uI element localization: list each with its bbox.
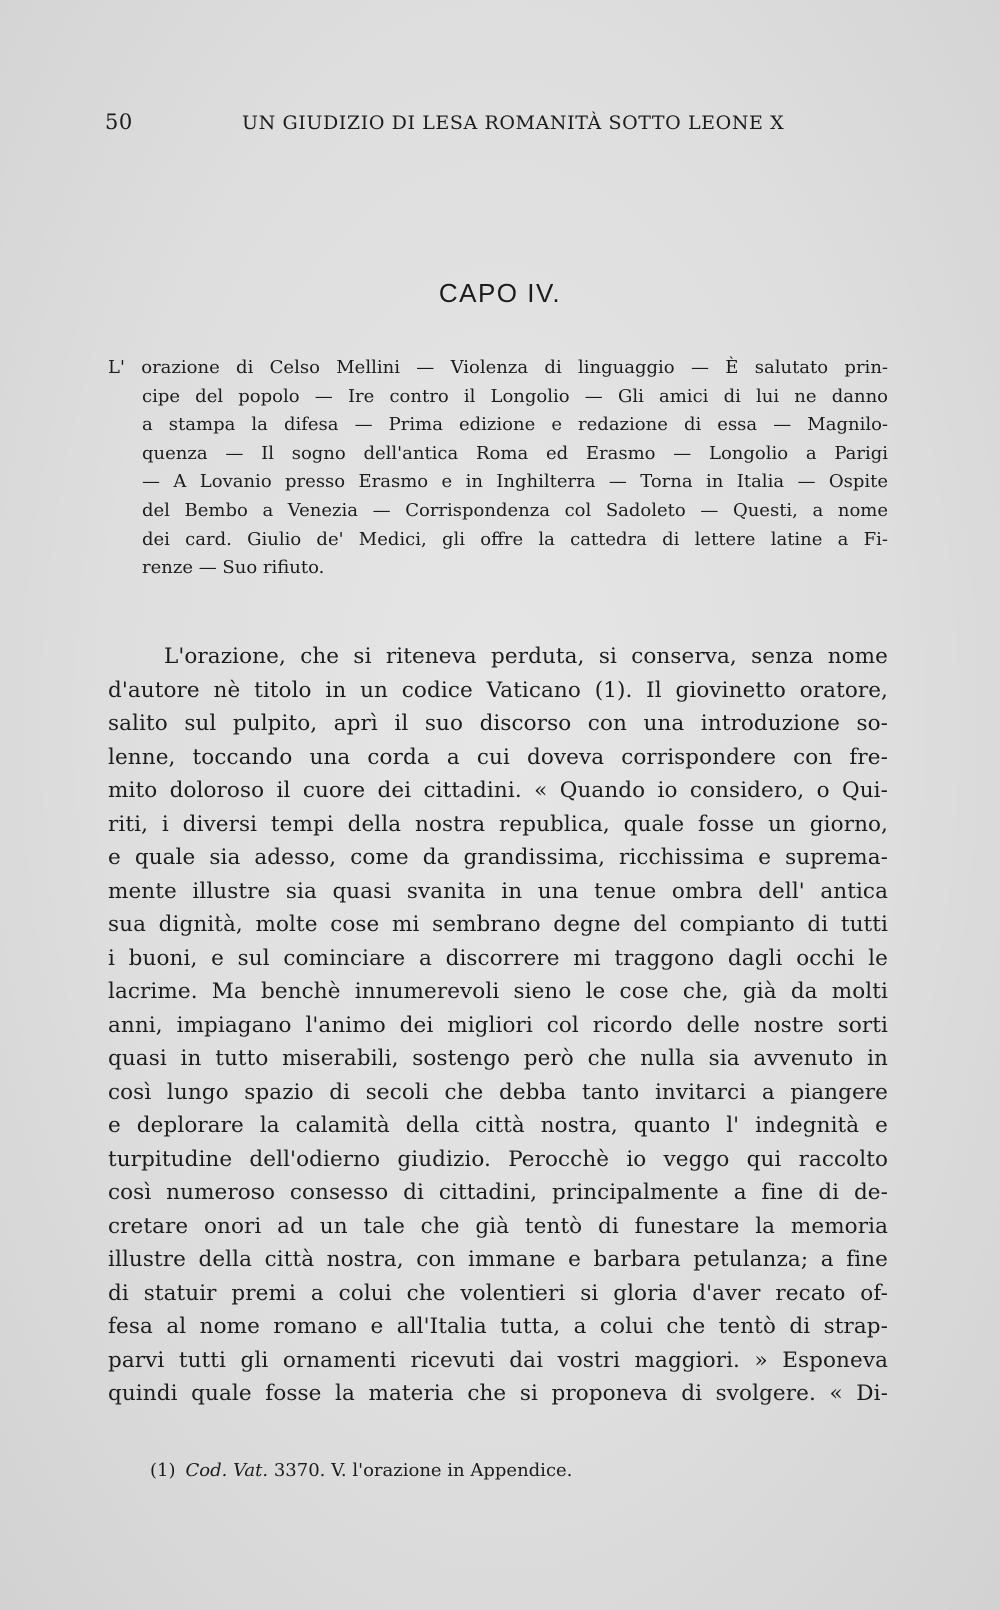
body-line: parvi tutti gli ornamenti ricevuti dai vostri maggiori. » Esponeva (108, 1347, 888, 1373)
body-line: di statuir premi a colui che volentieri si gloria d'aver recato of- (108, 1280, 888, 1306)
body-line: anni, impiagano l'animo dei migliori col ricordo delle nostre sorti (108, 1012, 888, 1038)
body-line: d'autore nè titolo in un codice Vaticano (1). Il giovinetto oratore, (108, 677, 888, 703)
footnote-marker: (1) (150, 1460, 176, 1481)
chapter-title: CAPO IV. (438, 278, 562, 308)
running-head (105, 110, 885, 138)
body-line: L'orazione, che si riteneva perduta, si conserva, senza nome (164, 644, 888, 669)
body-line: illustre della città nostra, con immane e barbara petulanza; a fine (108, 1247, 888, 1272)
summary-line: del Bembo a Venezia — Corrispondenza col Sadoleto — Questi, a nome (142, 499, 888, 521)
body-line: mente illustre sia quasi svanita in una tenue ombra dell' antica (108, 878, 888, 904)
body-line: così numeroso consesso di cittadini, principalmente a fine di de- (108, 1180, 888, 1205)
summary-line: cipe del popolo — Ire contro il Longolio — Gli amici di lui ne danno (142, 385, 888, 407)
body-text (108, 640, 888, 1411)
page-number: 50 (105, 110, 133, 134)
body-line: lenne, toccando una corda a cui doveva corrispondere con fre- (108, 744, 888, 770)
body-line: sua dignità, molte cose mi sembrano degne del compianto di tutti (108, 912, 888, 937)
body-line: e quale sia adesso, come da grandissima, ricchissima e suprema- (108, 845, 888, 870)
body-line: così lungo spazio di secoli che debba tanto invitarci a piangere (108, 1079, 888, 1105)
body-line: lacrime. Ma benchè innumerevoli sieno le cose che, già da molti (108, 979, 888, 1004)
body-line: quindi quale fosse la materia che si proponeva di svolgere. « Di- (108, 1381, 888, 1406)
footnote-abbrev: Cod. Vat. (185, 1460, 269, 1481)
summary-line: renze — Suo rifiuto. (142, 557, 325, 579)
body-line: fesa al nome romano e all'Italia tutta, a colui che tentò di strap- (108, 1314, 888, 1339)
summary-line: a stampa la difesa — Prima edizione e redazione di essa — Magnilo- (142, 414, 888, 436)
summary-line: quenza — Il sogno dell'antica Roma ed Erasmo — Longolio a Parigi (142, 442, 888, 464)
body-line: i buoni, e sul cominciare a discorrere mi traggono dagli occhi le (108, 945, 888, 971)
body-line: cretare onori ad un tale che già tentò di funestare la memoria (108, 1213, 888, 1239)
summary-line: L' orazione di Celso Mellini — Violenza di linguaggio — È salutato prin- (108, 357, 888, 378)
summary-line: — A Lovanio presso Erasmo e in Inghilterra — Torna in Italia — Ospite (142, 471, 888, 493)
body-line: quasi in tutto miserabili, sostengo però che nulla sia avvenuto in (108, 1046, 888, 1071)
body-line: salito sul pulpito, aprì il suo discorso con una introduzione so- (108, 711, 888, 736)
body-line: e deplorare la calamità della città nostra, quanto l' indegnità e (108, 1113, 888, 1138)
footnote-text: 3370. V. l'orazione in Appendice. (268, 1460, 573, 1481)
chapter-summary (108, 354, 888, 583)
body-line: riti, i diversi tempi della nostra republica, quale fosse un giorno, (108, 811, 888, 837)
summary-line: dei card. Giulio de' Medici, gli offre la cattedra di lettere latine a Fi- (142, 528, 888, 550)
body-line: mito doloroso il cuore dei cittadini. « Quando io considero, o Qui- (108, 778, 888, 803)
running-title: UN GIUDIZIO DI LESA ROMANITÀ SOTTO LEONE X (242, 112, 785, 134)
footnote (150, 1460, 572, 1481)
body-line: turpitudine dell'odierno giudizio. Perocchè io veggo qui raccolto (108, 1146, 888, 1172)
